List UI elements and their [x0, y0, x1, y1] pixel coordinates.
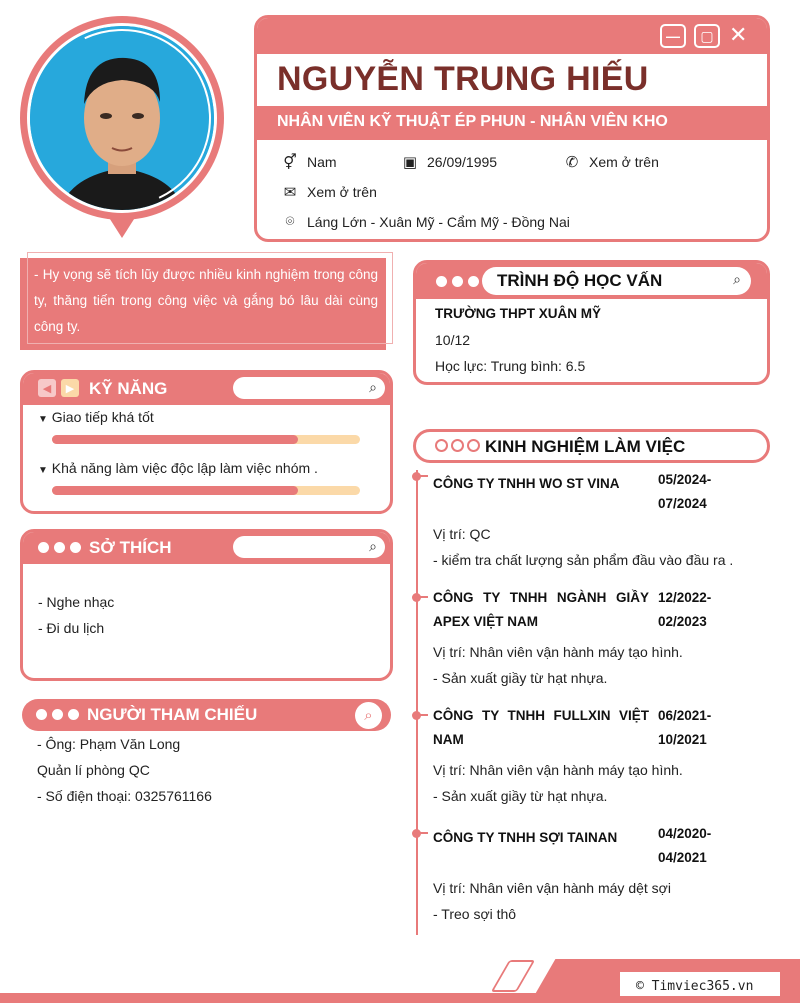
hobby-item: - Đi du lịch	[38, 620, 105, 636]
job-position: Vị trí: Nhân viên vận hành máy tạo hình.	[433, 762, 683, 778]
phone-icon: ✆	[565, 154, 579, 171]
school-grade: 10/12	[435, 332, 471, 348]
job-date: 05/2024- 07/2024	[658, 472, 712, 511]
candidate-name: NGUYỄN TRUNG HIẾU	[277, 60, 649, 98]
avatar-arc	[8, 4, 236, 232]
calendar-icon: ▣	[402, 154, 418, 171]
job-title: NHÂN VIÊN KỸ THUẬT ÉP PHUN - NHÂN VIÊN KHO	[277, 113, 668, 130]
education-title-pill	[482, 267, 751, 295]
references-header	[22, 699, 391, 731]
skills-search-pill[interactable]	[233, 377, 385, 399]
skills-title: KỸ NĂNG	[89, 379, 168, 398]
footer-decor	[491, 960, 535, 992]
references-title: NGƯỜI THAM CHIẾU	[87, 705, 258, 724]
skill-item	[38, 409, 154, 425]
timeline-tick	[418, 832, 428, 834]
header-card	[254, 15, 770, 242]
minimize-icon[interactable]: —	[660, 24, 686, 48]
timeline-line	[416, 470, 418, 935]
skill-bar-fill	[52, 435, 298, 444]
company-name: CÔNG TY TNHH FULLXIN VIỆT NAM	[433, 708, 649, 747]
mail-icon: ✉	[283, 184, 297, 201]
reference-line: - Số điện thoại: 0325761166	[37, 788, 212, 804]
search-icon[interactable]: ⌕	[355, 702, 382, 729]
phone-value: Xem ở trên	[589, 154, 659, 170]
education-title: TRÌNH ĐỘ HỌC VẤN	[497, 271, 663, 290]
experience-title: KINH NGHIỆM LÀM VIỆC	[485, 437, 686, 456]
company-name: CÔNG TY TNHH WO ST VINA	[433, 476, 620, 491]
timeline-tick	[418, 714, 428, 716]
reference-line: - Ông: Phạm Văn Long	[37, 736, 181, 752]
hobbies-search-pill[interactable]	[233, 536, 385, 558]
maximize-icon[interactable]: ▢	[694, 24, 720, 48]
dots-outline-icon	[435, 439, 480, 452]
job-position: Vị trí: Nhân viên vận hành máy tạo hình.	[433, 644, 683, 660]
job-position: Vị trí: Nhân viên vận hành máy dệt sợi	[433, 880, 671, 896]
career-objective: - Hy vọng sẽ tích lũy được nhiều kinh nghiệm trong công ty, thăng tiến trong công việc và gắng bó lâu dài cùng công ty.	[34, 267, 378, 334]
experience-header	[413, 429, 770, 463]
timeline-tick	[418, 596, 428, 598]
job-description: - kiểm tra chất lượng sản phẩm đầu vào đầu ra .	[433, 552, 734, 568]
hobbies-title: SỞ THÍCH	[89, 538, 172, 557]
reference-line: Quản lí phòng QC	[37, 762, 150, 778]
job-date: 04/2020- 04/2021	[658, 826, 712, 865]
dob-value: 26/09/1995	[427, 154, 498, 170]
phone-row	[563, 153, 659, 171]
job-description: - Treo sợi thô	[433, 906, 517, 922]
job-position: Vị trí: QC	[433, 526, 491, 542]
email-row	[281, 183, 377, 201]
dots-icon	[38, 542, 81, 553]
skill-bar-fill	[52, 486, 298, 495]
hobby-item: - Nghe nhạc	[38, 594, 115, 610]
dots-icon	[36, 709, 79, 720]
skill-label: Khả năng làm việc độc lập làm việc nhóm .	[51, 460, 318, 476]
timeline-tick	[418, 475, 428, 477]
skill-bar-track	[52, 486, 360, 495]
school-name: TRƯỜNG THPT XUÂN MỸ	[435, 306, 601, 321]
education-section	[413, 260, 770, 385]
dob-row	[401, 153, 497, 171]
caret-down-icon: ▼	[38, 465, 48, 476]
hobbies-section	[20, 529, 393, 681]
job-date: 06/2021- 10/2021	[658, 708, 712, 747]
search-icon: ⌕	[369, 538, 377, 554]
avatar-pointer	[108, 216, 136, 238]
email-value: Xem ở trên	[307, 184, 377, 200]
job-description: - Sản xuất giầy từ hạt nhựa.	[433, 670, 608, 686]
school-result: Học lực: Trung bình: 6.5	[435, 358, 586, 374]
gender-row	[281, 153, 337, 171]
search-icon: ⌕	[733, 271, 741, 287]
arrow-right-icon[interactable]: ▶	[61, 379, 79, 397]
company-name: CÔNG TY TNHH NGÀNH GIẦY APEX VIỆT NAM	[433, 590, 649, 629]
search-icon: ⌕	[369, 379, 377, 395]
skills-section	[20, 370, 393, 514]
skill-bar-track	[52, 435, 360, 444]
gender-value: Nam	[307, 154, 337, 170]
skill-label: Giao tiếp khá tốt	[51, 409, 154, 425]
address-row	[281, 213, 570, 230]
company-name: CÔNG TY TNHH SỢI TAINAN	[433, 830, 618, 845]
job-date: 12/2022- 02/2023	[658, 590, 712, 629]
job-description: - Sản xuất giầy từ hạt nhựa.	[433, 788, 608, 804]
header-titlebar	[257, 18, 767, 54]
dots-icon	[436, 276, 479, 287]
footer-credit: © Timviec365.vn	[636, 979, 754, 994]
gender-icon: ⚥	[283, 154, 297, 171]
skill-item	[38, 460, 318, 476]
location-icon: ⌾	[285, 213, 295, 230]
caret-down-icon: ▼	[38, 414, 48, 425]
arrow-left-icon[interactable]: ◀	[38, 379, 56, 397]
address-value: Láng Lớn - Xuân Mỹ - Cẩm Mỹ - Đồng Nai	[307, 213, 570, 230]
close-icon[interactable]: ✕	[729, 22, 748, 47]
